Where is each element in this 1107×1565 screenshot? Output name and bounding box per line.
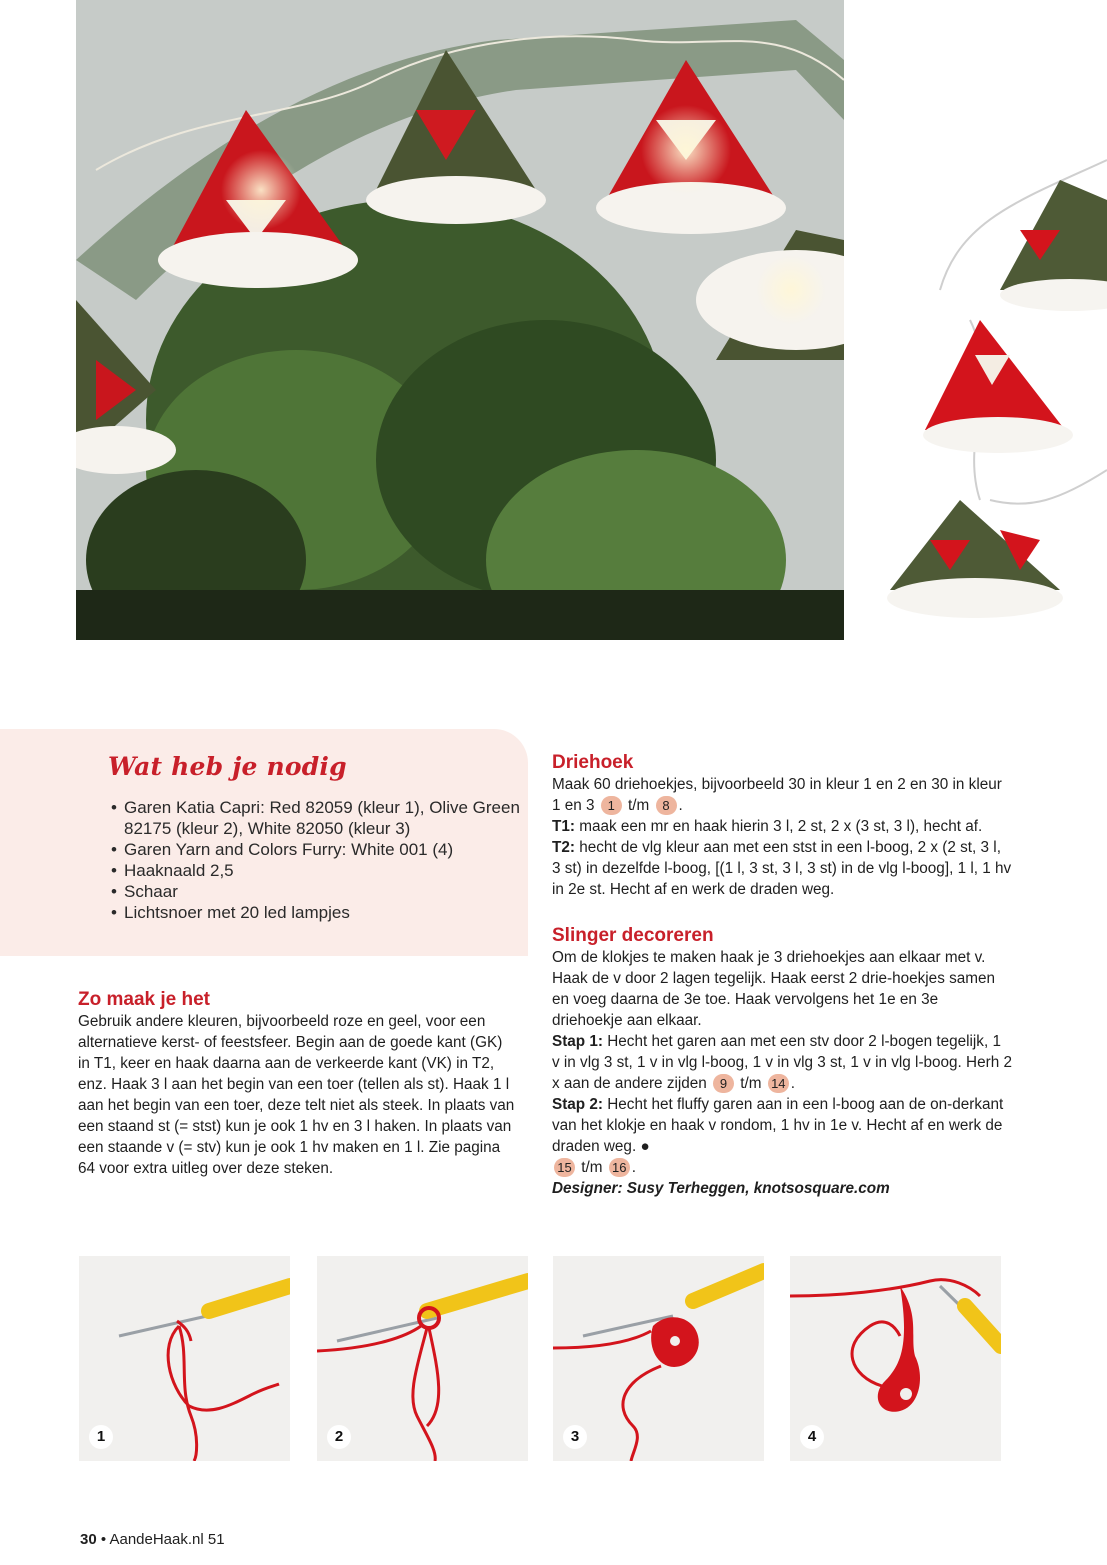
step-ref-badge: 8	[656, 796, 677, 815]
footer-separator: •	[100, 1531, 107, 1548]
t2-label: T2:	[552, 839, 575, 856]
side-photo-illustration	[880, 140, 1107, 640]
driehoek-t2	[552, 837, 1012, 900]
materials-item: • Schaar	[108, 881, 524, 902]
publication-name: AandeHaak.nl 51	[109, 1531, 225, 1548]
how-to-section	[78, 989, 518, 1179]
t1-text: maak een mr en haak hierin 3 l, 2 st, 2 x (3 st, 3 l), hecht af.	[579, 818, 983, 835]
step-number: 2	[327, 1425, 351, 1449]
slinger-title: Slinger decoreren	[552, 925, 714, 946]
step-photo-3	[553, 1256, 764, 1461]
step-ref-badge: 9	[713, 1074, 734, 1093]
slinger-intro: Om de klokjes te maken haak je 3 driehoekjes aan elkaar met v. Haak de v door 2 lagen tegelijk. Haak eerst 2 drie-hoekjes samen en voeg daarna de 3e toe. Haak vervolgens het 1e en 3e driehoekje aan elkaar.	[552, 949, 996, 1029]
main-photo	[76, 0, 844, 640]
step-ref-badge: 16	[609, 1158, 630, 1177]
materials-item: • Garen Yarn and Colors Furry: White 001 (4)	[108, 839, 524, 860]
step-ref-badge: 15	[554, 1158, 575, 1177]
step-ref-badge: 1	[601, 796, 622, 815]
slinger-stap2: Stap 2: Hecht het fluffy garen aan in een l-boog aan de on-derkant van het klokje en haak v rondom, 1 hv in 1e v. Hecht af en werk de draden weg. ● 15 t/m 16 .	[552, 1096, 1004, 1176]
t2-text: hecht de vlg kleur aan met een stst in een l-boog, 2 x (2 st, 3 l, 3 st) in dezelfde l-boog, [(1 l, 3 st, 3 l, 3 st) in de vlg l-boog], 1 l, 1 hv in 2e st. Hecht af en werk de draden weg.	[552, 839, 1012, 898]
how-to-text: Gebruik andere kleuren, bijvoorbeeld roze en geel, voor een alternatieve kerst- of feestsfeer. Begin aan de goede kant (GK) in T1, keer en haak daarna aan de verkeerde kant (VK) in T2, enz. Haak 3 l aan het begin van een toer (tellen als st). Haak 1 l aan het begin van een toer, deze telt niet als steek. In plaats van een staand st (= stst) kun je ook 1 hv en 3 l haken. In plaats van een staande v (= stv) kun je ook 1 hv maken en 1 l. Zie pagina 64 voor extra uitleg over deze steken.	[78, 1013, 515, 1177]
ref-separator: t/m	[628, 797, 650, 814]
materials-title: Wat heb je nodig	[108, 752, 347, 781]
step-photo-4	[790, 1256, 1001, 1461]
driehoek-t1	[552, 816, 1012, 837]
step-number: 3	[563, 1425, 587, 1449]
driehoek-title: Driehoek	[552, 752, 634, 773]
ref-separator: t/m	[740, 1075, 762, 1092]
end-mark: ●	[640, 1138, 650, 1155]
materials-list	[108, 797, 524, 923]
driehoek-intro-text: Maak 60 driehoekjes, bijvoorbeeld 30 in kleur 1 en 2 en 30 in kleur 1 en 3	[552, 776, 1002, 814]
page-footer	[80, 1531, 225, 1548]
designer-credit: Designer: Susy Terheggen, knotsosquare.com	[552, 1180, 890, 1197]
page-number: 30	[80, 1531, 97, 1548]
step-ref-badge: 14	[768, 1074, 789, 1093]
slinger-stap1: Stap 1: Hecht het garen aan met een stv door 2 l-bogen tegelijk, 1 v in vlg 3 st, 1 v in vlg l-boog, 1 v in vlg 3 st, 1 v in vlg l-boog. Herh 2 x aan de andere zijden 9 t/m 14 .	[552, 1033, 1012, 1092]
side-photo	[880, 140, 1107, 640]
step-photo-1	[79, 1256, 290, 1461]
stap2-text: Hecht het fluffy garen aan in een l-boog aan de on-derkant van het klokje en haak v rondom, 1 hv in 1e v. Hecht af en werk de draden weg.	[552, 1096, 1004, 1155]
t1-label: T1:	[552, 818, 575, 835]
step-number: 4	[800, 1425, 824, 1449]
ref-separator: t/m	[581, 1159, 603, 1176]
main-photo-illustration	[76, 0, 844, 640]
stap1-text: Hecht het garen aan met een stv door 2 l-bogen tegelijk, 1 v in vlg 3 st, 1 v in vlg l-boog, 1 v in vlg 3 st, 1 v in vlg l-boog. Herh 2 x aan de andere zijden	[552, 1033, 1012, 1092]
driehoek-section	[552, 752, 1012, 900]
materials-item: • Lichtsnoer met 20 led lampjes	[108, 902, 524, 923]
materials-item: • Haaknaald 2,5	[108, 860, 524, 881]
driehoek-intro: Maak 60 driehoekjes, bijvoorbeeld 30 in kleur 1 en 2 en 30 in kleur 1 en 3 1 t/m 8 .	[552, 776, 1002, 814]
materials-item: • Garen Katia Capri: Red 82059 (kleur 1), Olive Green 82175 (kleur 2), White 82050 (kleur 3)	[108, 797, 524, 839]
step-number: 1	[89, 1425, 113, 1449]
step-photo-2	[317, 1256, 528, 1461]
stap2-label: Stap 2:	[552, 1096, 603, 1113]
how-to-title: Zo maak je het	[78, 989, 210, 1010]
slinger-section	[552, 925, 1012, 1199]
stap1-label: Stap 1:	[552, 1033, 603, 1050]
